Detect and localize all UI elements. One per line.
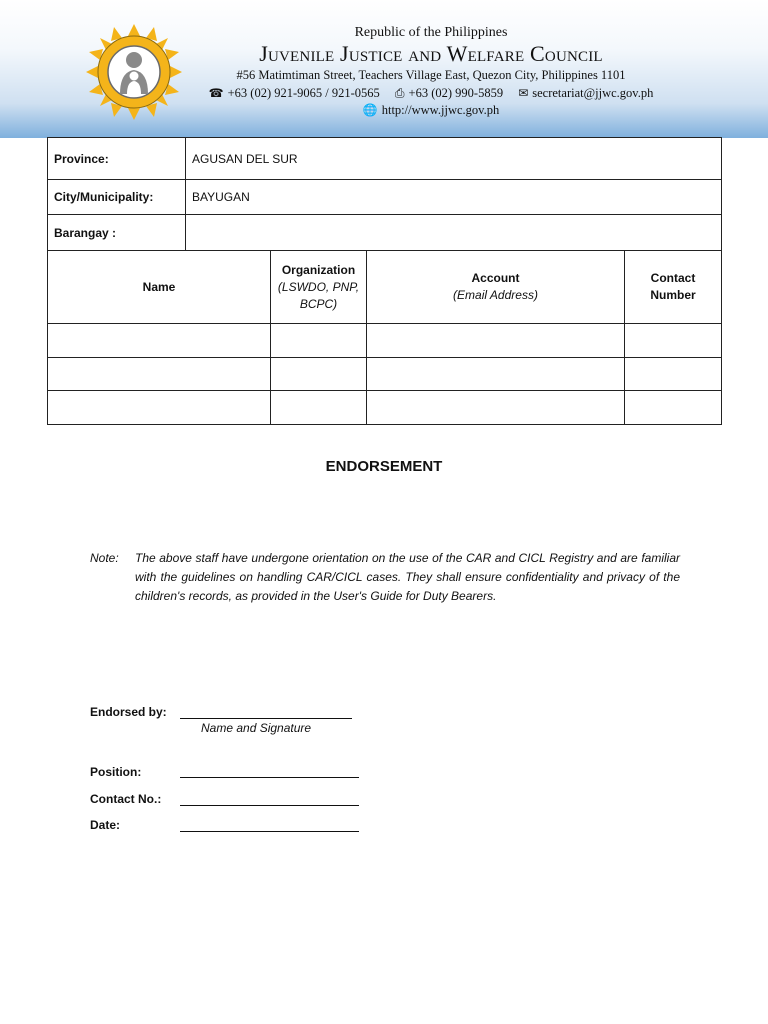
endorsed-by-signature-line[interactable] [180, 704, 352, 719]
registration-table [47, 137, 722, 425]
phone-icon: ☎ [208, 86, 224, 100]
barangay-label: Barangay : [48, 215, 186, 251]
note-label: Note: [90, 551, 119, 565]
email-icon: ✉ [518, 86, 529, 100]
table-row [48, 391, 722, 425]
contact-no-line[interactable] [180, 791, 359, 806]
position-label: Position: [90, 765, 142, 779]
website-link[interactable]: http://www.jjwc.gov.ph [381, 103, 500, 117]
endorsement-title: ENDORSEMENT [325, 458, 443, 475]
name-cell[interactable] [48, 358, 271, 391]
council-name: Juvenile Justice and Welfare Council [259, 41, 603, 66]
organization-cell[interactable] [271, 324, 367, 358]
contact-cell[interactable] [625, 391, 722, 425]
name-cell[interactable] [48, 391, 271, 425]
date-label: Date: [90, 818, 121, 832]
contact-cell[interactable] [625, 358, 722, 391]
name-cell[interactable] [48, 324, 271, 358]
contact-line [196, 85, 666, 102]
organization-cell[interactable] [271, 358, 367, 391]
fax-icon: ⎙ [394, 86, 405, 100]
account-cell[interactable] [367, 324, 625, 358]
contact-cell[interactable] [625, 324, 722, 358]
note-text: The above staff have undergone orientation on the use of the CAR and CICL Registry and are familiar with the guidelines on handling CAR/CICL cases. They shall ensure confidentiality and privacy of the children's records, as provided in the User's Guide for Duty Bearers. [135, 551, 680, 603]
city-field[interactable]: BAYUGAN [186, 180, 722, 215]
council-seal-icon [84, 22, 184, 122]
account-column-header: Account (Email Address) [367, 251, 625, 324]
contact-column-header: Contact Number [625, 251, 722, 324]
name-column-header: Name [48, 251, 271, 324]
province-field[interactable]: AGUSAN DEL SUR [186, 138, 722, 180]
letterhead [0, 0, 768, 138]
website-line [196, 102, 666, 119]
date-line[interactable] [180, 817, 359, 832]
position-line[interactable] [180, 763, 359, 778]
phone-number: +63 (02) 921-9065 / 921-0565 [227, 86, 380, 100]
province-row [48, 138, 722, 180]
republic-line: Republic of the Philippines [354, 25, 508, 40]
account-cell[interactable] [367, 391, 625, 425]
organization-cell[interactable] [271, 391, 367, 425]
city-label: City/Municipality: [48, 180, 186, 215]
province-label: Province: [48, 138, 186, 180]
contact-no-label: Contact No.: [90, 792, 162, 806]
fax-number: +63 (02) 990-5859 [408, 86, 504, 100]
table-row [48, 358, 722, 391]
web-icon: 🌐 [362, 103, 378, 117]
city-row [48, 180, 722, 215]
name-signature-caption: Name and Signature [201, 721, 312, 735]
email-address[interactable]: secretariat@jjwc.gov.ph [532, 86, 654, 100]
council-address: #56 Matimtiman Street, Teachers Village East, Quezon City, Philippines 1101 [236, 68, 626, 82]
endorsed-by-label: Endorsed by: [90, 705, 167, 719]
organization-column-header: Organization (LSWDO, PNP, BCPC) [271, 251, 367, 324]
account-cell[interactable] [367, 358, 625, 391]
barangay-field[interactable] [186, 215, 722, 251]
barangay-row [48, 215, 722, 251]
column-header-row [48, 251, 722, 324]
table-row [48, 324, 722, 358]
